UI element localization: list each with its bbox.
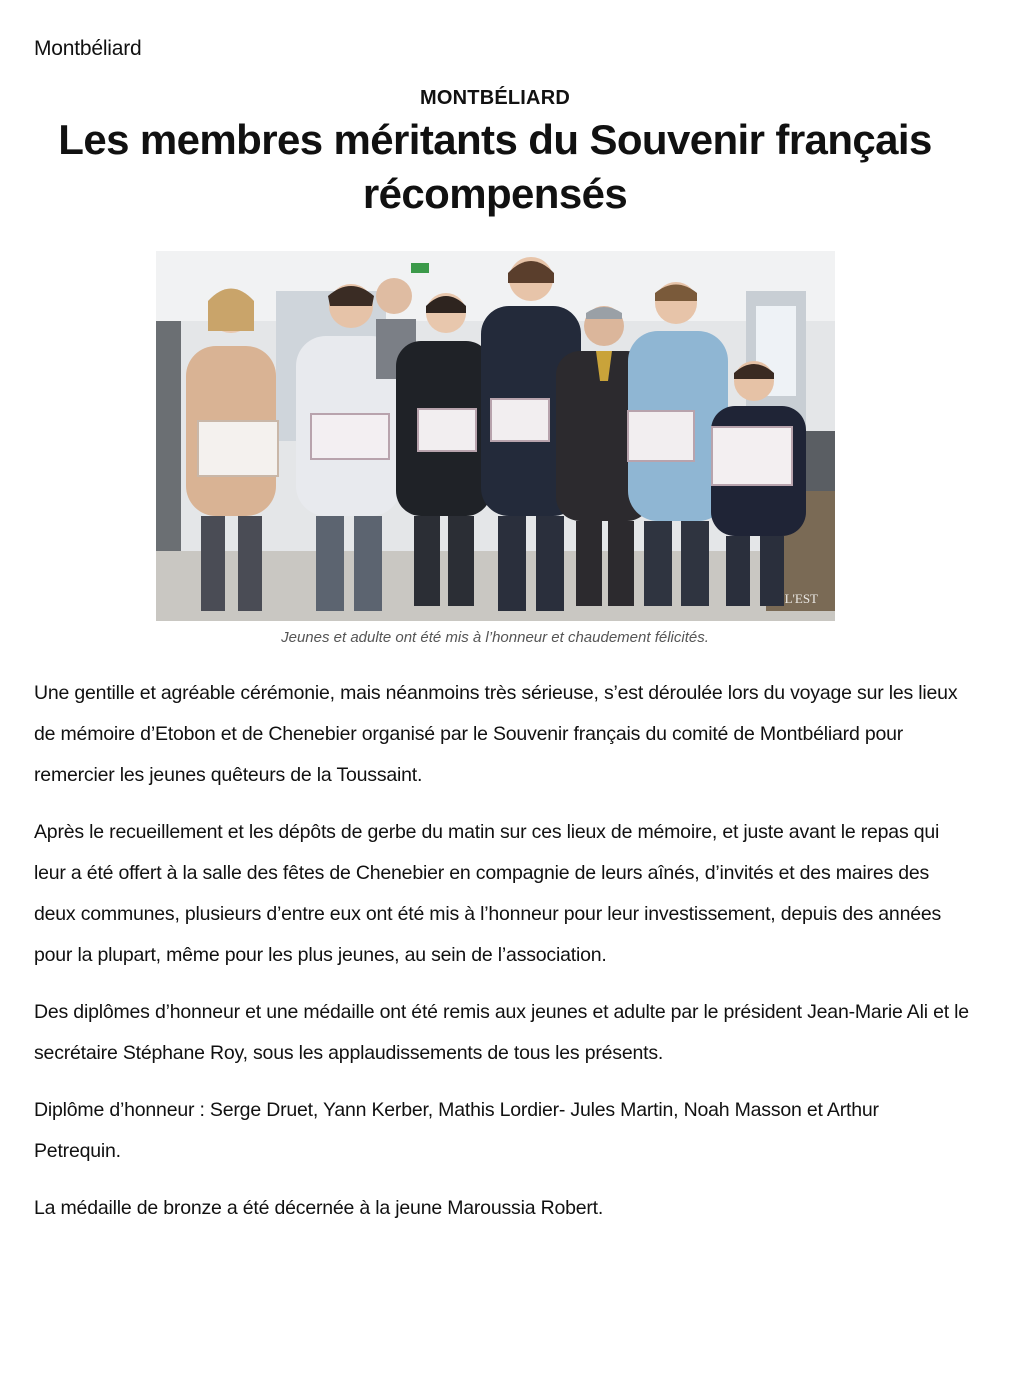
article-paragraph: Après le recueillement et les dépôts de gerbe du matin sur ces lieux de mémoire, et juste avant le repas qui leur a été offert à la salle des fêtes de Chenebier en compagnie de leurs aînés, d’invités et des maires des deux communes, plusieurs d’entre eux ont été mis à l’honneur pour leur investissement, depuis des années pour la plupart, même pour les plus jeunes, au sein de l’association.: [34, 821, 942, 966]
article-photo: [156, 251, 835, 621]
article-paragraph: Une gentille et agréable cérémonie, mais néanmoins très sérieuse, s’est déroulée lors du voyage sur les lieux de mémoire d’Etobon et de Chenebier organisé par le Souvenir français du comité de Montbéliard pour remercier les jeunes quêteurs de la Toussaint.: [34, 682, 958, 786]
article-headline: Les membres méritants du Souvenir français récompensés: [58, 116, 932, 217]
article-kicker: MONTBÉLIARD: [420, 87, 570, 109]
photo-caption: Jeunes et adulte ont été mis à l’honneur et chaudement félicités.: [281, 629, 709, 646]
article-paragraph: La médaille de bronze a été décernée à la jeune Maroussia Robert.: [34, 1197, 604, 1219]
article-paragraph: Des diplômes d’honneur et une médaille ont été remis aux jeunes et adulte par le président Jean-Marie Ali et le secrétaire Stéphane Roy, sous les applaudissements de tous les présents.: [34, 1001, 969, 1064]
article-body: [34, 673, 969, 1245]
photo-watermark: L'EST: [784, 591, 818, 606]
article-paragraph: Diplôme d’honneur : Serge Druet, Yann Kerber, Mathis Lordier- Jules Martin, Noah Masson et Arthur Petrequin.: [34, 1099, 879, 1162]
page-location-label: Montbéliard: [34, 37, 142, 60]
group-photo-illustration: [156, 251, 835, 621]
